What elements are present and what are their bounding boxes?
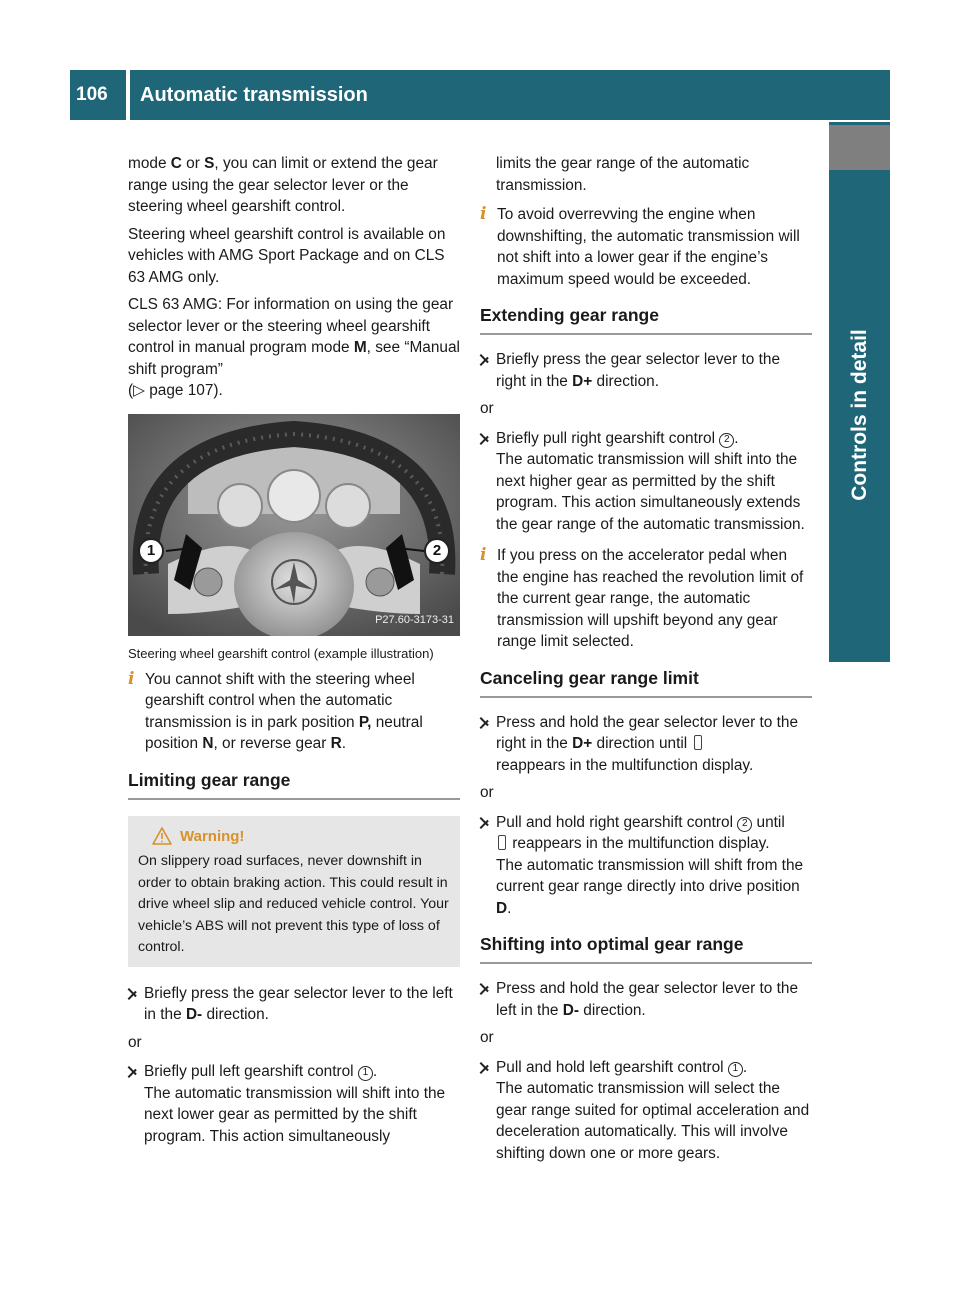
instruction-step: Briefly press the gear selector lever to the left in the D- direction. — [128, 983, 460, 1026]
side-tab-label-wrap — [829, 170, 890, 660]
paragraph: CLS 63 AMG: For information on using the gear selector lever or the steering wheel gearshift control in manual program mode M, see “Manual shift program” (▷ page 107). — [128, 296, 460, 399]
callout-1: 1 — [138, 538, 164, 564]
steering-wheel-figure — [128, 414, 460, 636]
right-column — [480, 153, 812, 1168]
step-arrow-icon — [480, 717, 490, 728]
control-1-symbol: 1 — [358, 1066, 373, 1081]
page-header — [70, 70, 890, 120]
paragraph: mode C or S, you can limit or extend the gear range using the gear selector lever or the steering wheel gearshift control. — [128, 155, 438, 215]
steering-wheel-illustration — [128, 414, 460, 636]
instruction-step: Press and hold the gear selector lever to the right in the D+ direction until reappears in the multifunction display. — [480, 712, 812, 777]
side-tab-marker — [829, 125, 890, 170]
step-arrow-icon — [480, 354, 490, 365]
info-note: i To avoid overrevving the engine when downshifting, the automatic transmission will not shift into a lower gear if the engine’s maximum speed would be exceeded. — [480, 204, 812, 290]
figure-caption: Steering wheel gearshift control (example illustration) — [128, 645, 434, 661]
instruction-step: Press and hold the gear selector lever to the left in the D- direction. — [480, 978, 812, 1021]
step-arrow-icon — [480, 1062, 490, 1073]
display-symbol-icon — [694, 735, 702, 750]
instruction-step: Pull and hold right gearshift control 2 until reappears in the multifunction display. The automatic transmission will shift from the current gear range directly into drive position D. — [480, 812, 812, 920]
info-icon — [480, 547, 493, 564]
instruction-step: Briefly pull left gearshift control 1 . The automatic transmission will shift into the next lower gear as permitted by the shift program. This action simultaneously — [128, 1061, 460, 1147]
step-arrow-icon — [480, 817, 490, 828]
control-1-symbol: 1 — [728, 1062, 743, 1077]
page-reference-link[interactable]: (▷ page 107). — [128, 382, 223, 399]
info-note: i If you press on the accelerator pedal when the engine has reached the revolution limit of the current gear range, the automatic transmission will upshift beyond any gear range limit selected. — [480, 545, 812, 653]
paragraph: limits the gear range of the automatic transmission. — [496, 155, 750, 194]
or-separator: or — [480, 400, 494, 417]
warning-triangle-icon — [152, 827, 172, 845]
step-arrow-icon — [128, 988, 138, 999]
instruction-step: Pull and hold left gearshift control 1 . The automatic transmission will select the gear range suited for optimal acceleration and deceleration automatically. This will involve shifting down one or more gears. — [480, 1057, 812, 1165]
warning-box — [128, 816, 460, 967]
figure-code: P27.60-3173-31 — [375, 614, 454, 626]
or-separator: or — [480, 1029, 494, 1046]
instruction-step: Briefly pull right gearshift control 2 . The automatic transmission will shift into the next higher gear as permitted by the shift program. This action simultaneously extends the gear range of the automatic transmission. — [480, 428, 812, 536]
header-divider — [126, 70, 130, 120]
left-column — [128, 153, 460, 1151]
control-2-symbol: 2 — [737, 817, 752, 832]
display-symbol-icon — [498, 835, 506, 850]
or-separator: or — [480, 784, 494, 801]
page-number: 106 — [76, 84, 108, 105]
control-2-symbol: 2 — [719, 433, 734, 448]
info-icon — [480, 206, 493, 223]
callout-2: 2 — [424, 538, 450, 564]
step-arrow-icon — [480, 433, 490, 444]
section-heading: Shifting into optimal gear range — [480, 933, 812, 964]
page-title: Automatic transmission — [140, 84, 368, 106]
info-icon — [128, 671, 141, 688]
info-note: i You cannot shift with the steering wheel gearshift control when the automatic transmission is in park position P, neutral position N, or reverse gear R. — [128, 669, 460, 755]
step-arrow-icon — [128, 1066, 138, 1077]
section-heading: Limiting gear range — [128, 769, 460, 800]
warning-body: On slippery road surfaces, never downshift in order to obtain braking action. This could result in drive wheel slip and reduced vehicle control. Your vehicle’s ABS will not prevent this type of loss of control. — [138, 853, 449, 955]
warning-header — [138, 826, 452, 848]
instruction-step: Briefly press the gear selector lever to the right in the D+ direction. — [480, 349, 812, 392]
step-arrow-icon — [480, 983, 490, 994]
side-tab-label: Controls in detail — [847, 329, 871, 501]
section-heading: Extending gear range — [480, 304, 812, 335]
paragraph: Steering wheel gearshift control is available on vehicles with AMG Sport Package and on CLS 63 AMG only. — [128, 225, 446, 286]
or-separator: or — [128, 1033, 142, 1051]
section-heading: Canceling gear range limit — [480, 667, 812, 698]
warning-title: Warning! — [180, 827, 245, 845]
